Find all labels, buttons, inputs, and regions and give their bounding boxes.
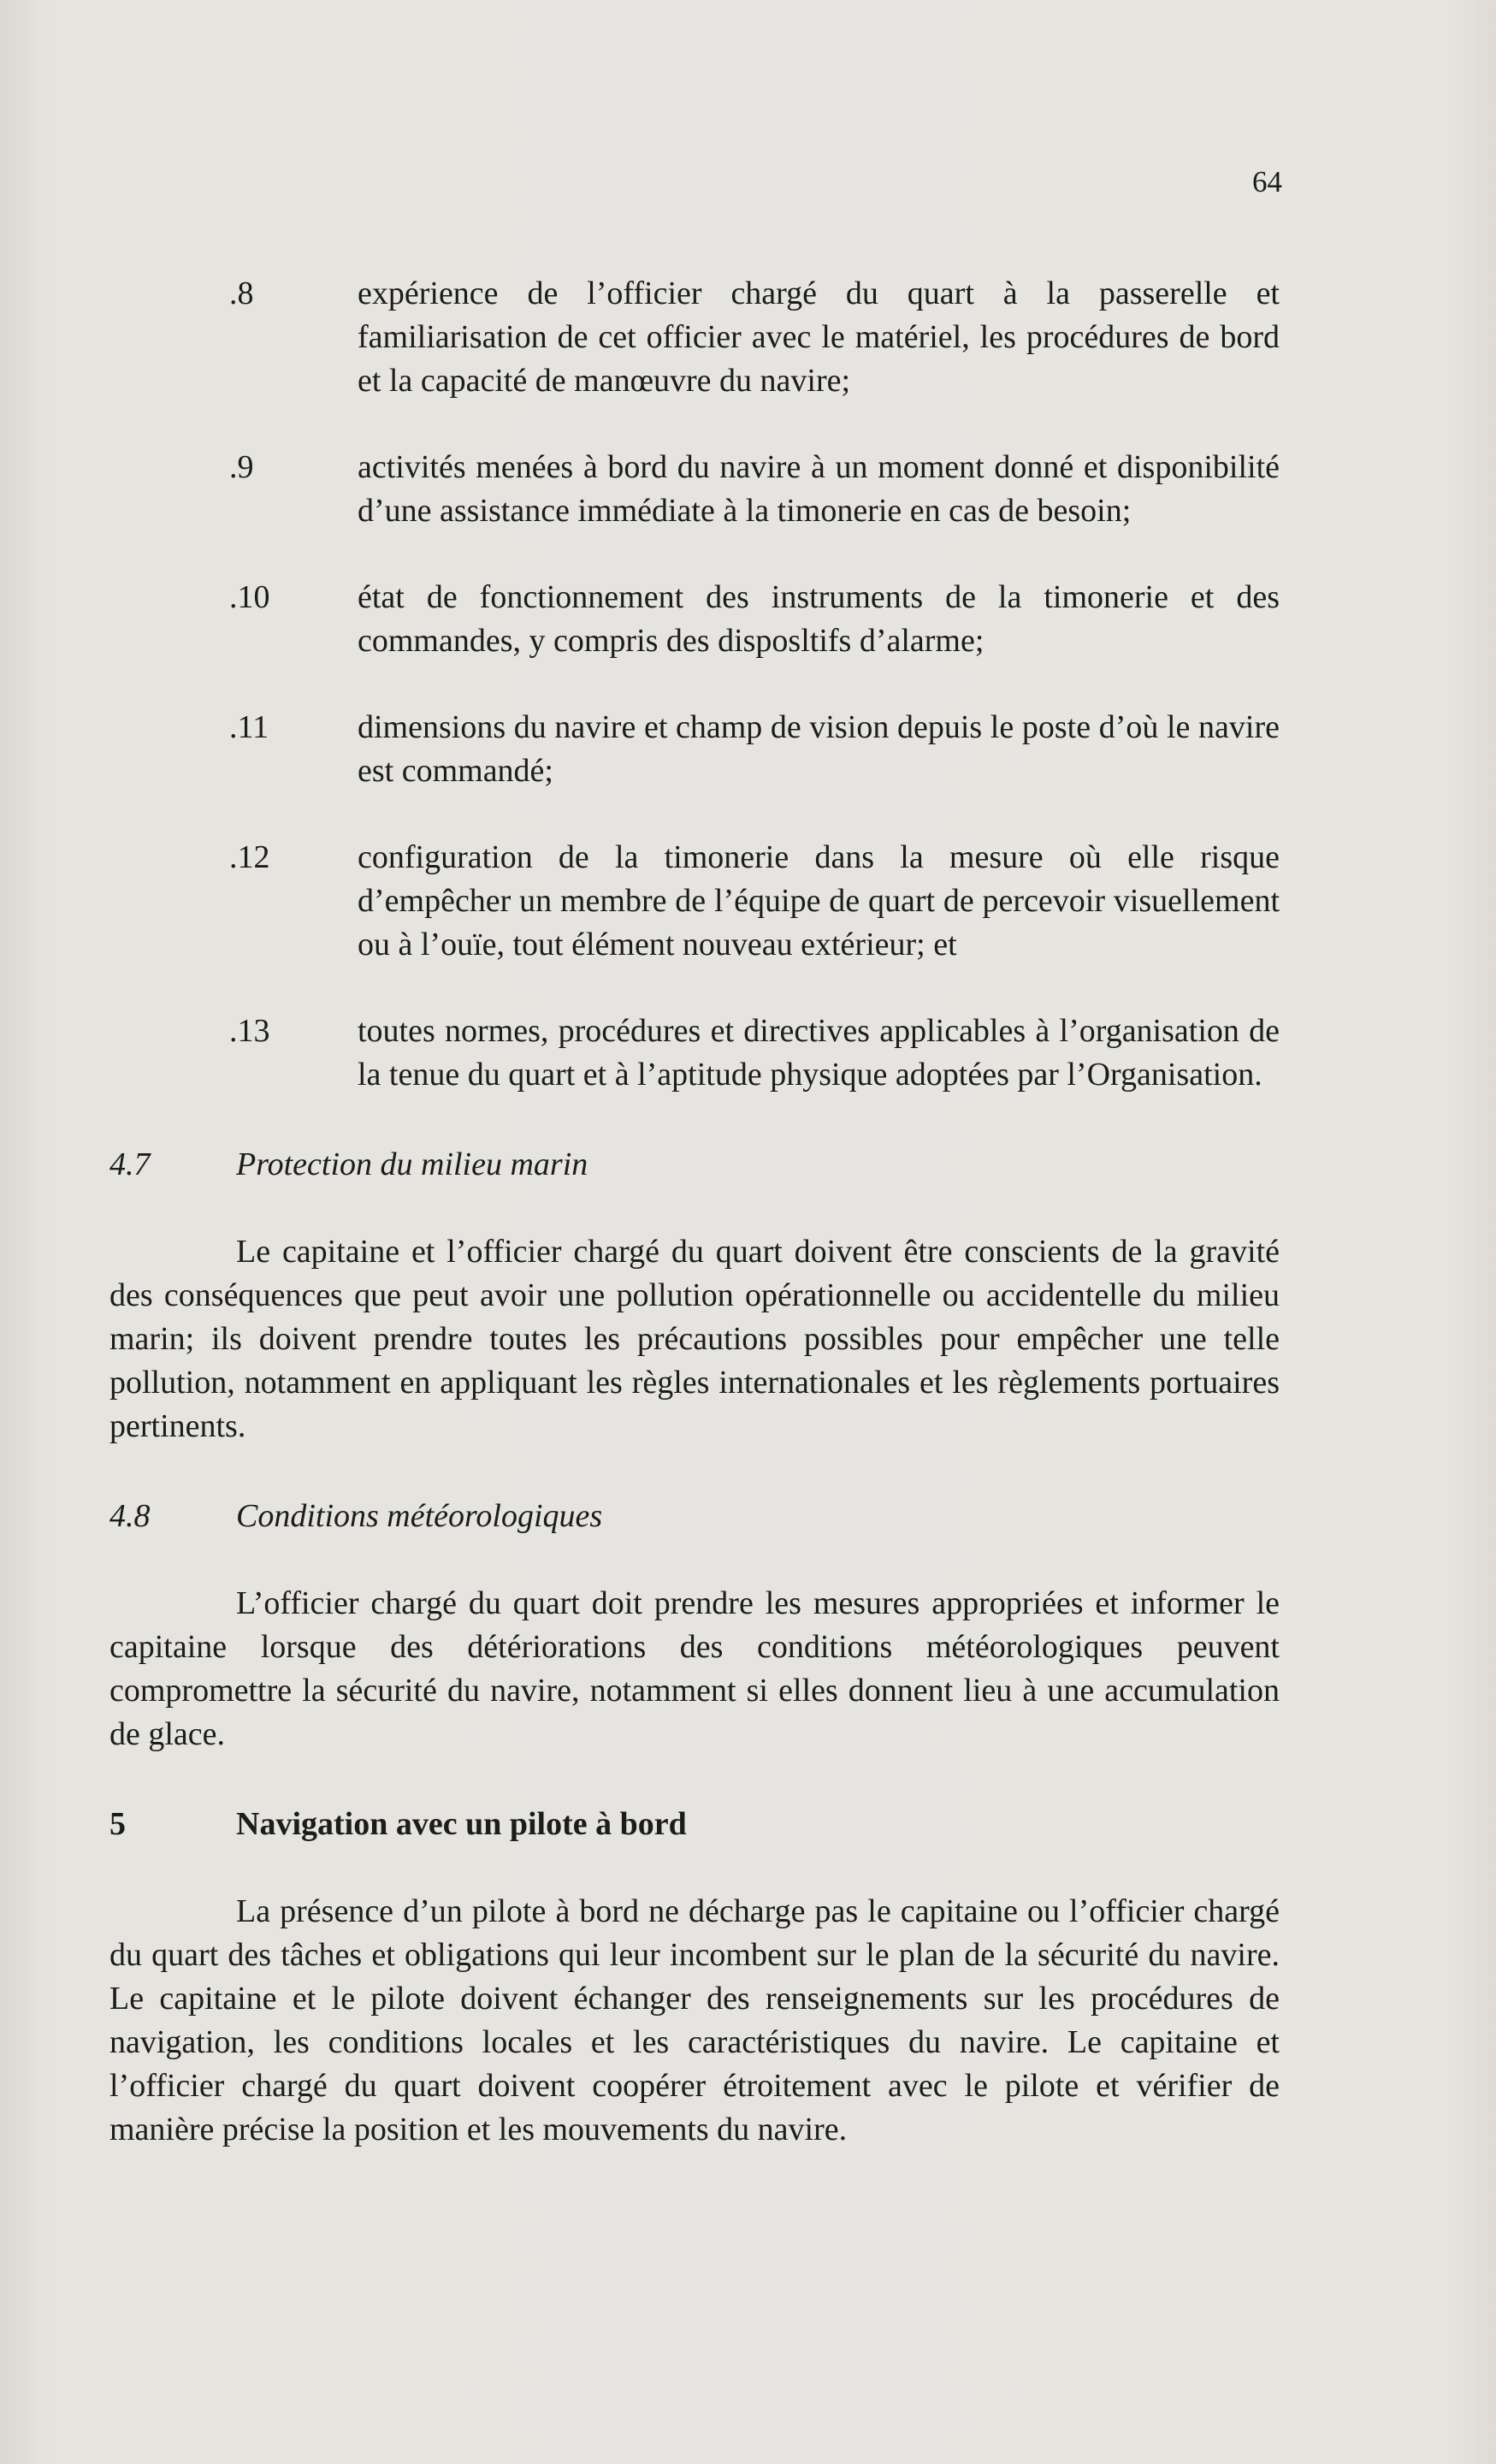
list-item-text: dimensions du navire et champ de vision depuis le poste d’où le navire est commandé; [358,709,1280,789]
section-heading-4-8 [109,1495,1280,1538]
page-content [109,272,1280,2184]
section-heading-5 [109,1803,1280,1846]
section-number: 4.8 [109,1498,151,1534]
list-item-number: .13 [229,1013,270,1049]
list-item-text: expérience de l’officier chargé du quart à la passerelle et familiarisation de cet officier avec le matériel, les procédures de bord et la capacité de manœuvre du navire; [358,275,1280,399]
list-item-number: .10 [229,579,270,615]
list-item-number: .11 [229,709,269,745]
list-item-text: configuration de la timonerie dans la mesure où elle risque d’empêcher un membre de l’équipe de quart de percevoir visuellement ou à l’ouïe, tout élément nouveau extérieur; et [358,839,1280,962]
section-number: 5 [109,1806,126,1842]
section-paragraph: L’officier chargé du quart doit prendre les mesures appropriées et informer le capitaine lorsque des détériorations des conditions météorologiques peuvent compromettre la sécurité du navire, notamment si elles donnent lieu à une accumulation de glace. [109,1585,1280,1752]
section-heading-4-7 [109,1143,1280,1187]
section-title: Protection du milieu marin [236,1146,588,1182]
list-item [109,706,1280,793]
list-item-text: activités menées à bord du navire à un moment donné et disponibilité d’une assistance immédiate à la timonerie en cas de besoin; [358,449,1280,529]
list-item [109,576,1280,663]
section-paragraph: Le capitaine et l’officier chargé du quart doivent être conscients de la gravité des conséquences que peut avoir une pollution opérationnelle ou accidentelle du milieu marin; ils doivent prendre toutes les précautions possibles pour empêcher une telle pollution, notamment en appliquant les règles internationales et les règlements portuaires pertinents. [109,1234,1280,1444]
list-item-text: état de fonctionnement des instruments de la timonerie et des commandes, y compris des disposltifs d’alarme; [358,579,1280,659]
list-item-text: toutes normes, procédures et directives applicables à l’organisation de la tenue du quart et à l’aptitude physique adoptées par l’Organisation. [358,1013,1280,1093]
section-title: Navigation avec un pilote à bord [236,1806,687,1842]
list-item-number: .9 [229,449,254,485]
list-item-number: .12 [229,839,270,875]
list-item [109,836,1280,967]
list-item [109,446,1280,533]
list-item [109,272,1280,403]
section-paragraph: La présence d’un pilote à bord ne décharge pas le capitaine ou l’officier chargé du quart des tâches et obligations qui leur incombent sur le plan de la sécurité du navire. Le capitaine et le pilote doivent échanger des renseignements sur les procédures de navigation, les conditions locales et les caractéristiques du navire. Le capitaine et l’officier chargé du quart doivent coopérer étroitement avec le pilote et vérifier de manière précise la position et les mouvements du navire. [109,1893,1280,2147]
list-item [109,1010,1280,1097]
section-number: 4.7 [109,1146,151,1182]
numbered-list [109,272,1280,1097]
section-title: Conditions météorologiques [236,1498,603,1534]
list-item-number: .8 [229,275,254,311]
page-number: 64 [1252,165,1282,198]
